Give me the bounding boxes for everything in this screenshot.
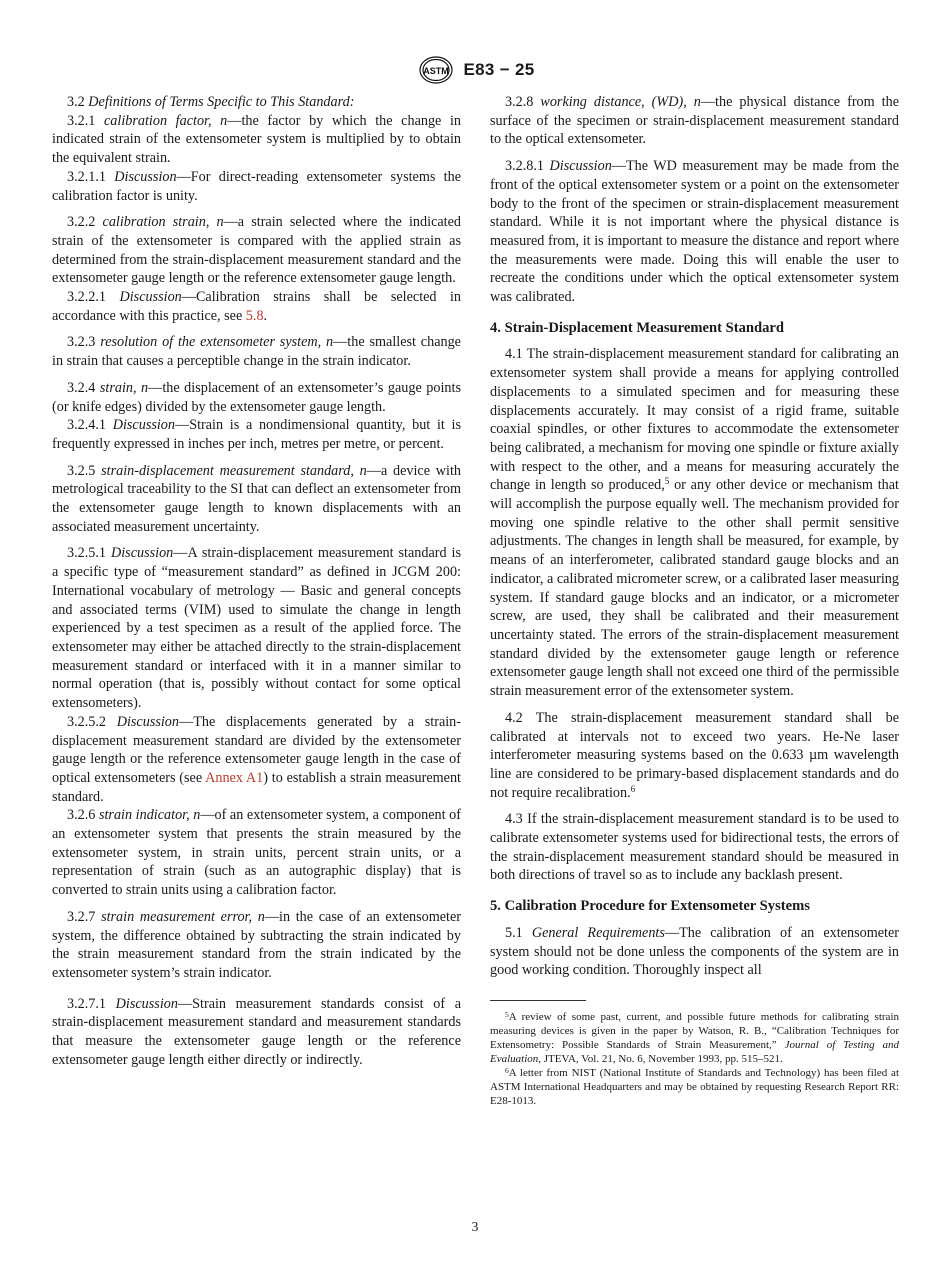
section-3-2-5-2: 3.2.5.2 Discussion—The displacements generated by a strain-displacement measurement standard are divided by the extensometer gauge length or the reference extensometer gauge length in the case of optical extensometers (see Annex A1) to establish a strain measurement standard. <box>52 713 461 805</box>
astm-logo-icon <box>416 55 456 85</box>
section-3-2-8-1: 3.2.8.1 Discussion—The WD measurement may be made from the front of the optical extensometer system or a point on the extensometer body to the front of the specimen or strain-displacement measurement standard. While it is not important where the physical distance is measured from, it is important to measure the distance and report where the measurements were made. Doing this will enable the user to recreate the conditions under which the optical extensometer system was calibrated. <box>490 158 899 306</box>
section-3-2-4: 3.2.4 strain, n—the displacement of an extensometer’s gauge points (or knife edges) divided by the extensometer gauge length. <box>52 379 461 415</box>
right-column <box>490 93 899 1108</box>
section-4-heading: 4. Strain-Displacement Measurement Standard <box>490 319 785 336</box>
footnote-ref-6[interactable]: 6 <box>630 783 636 794</box>
standard-designation: E83 − 25 <box>463 60 535 79</box>
section-3-2-5-1: 3.2.5.1 Discussion—A strain-displacement measurement standard is a specific type of “measurement standard” as defined in JCGM 200: International vocabulary of metrology — Basic and general concepts and associated terms (VIM) used to simulate the change in length experienced by a test specimen as a result of the applied force. The extensometer may either be attached directly to the strain-displacement measurement standard or interfaced with it in a manner similar to normal operation (that is, possibly without contact for some optical extensometers). <box>52 545 462 712</box>
footnote-ref-5[interactable]: 5 <box>664 476 670 487</box>
footnote-5: $^5$A review of some past, current, and possible future methods for calibrating strain measuring devices is given in the paper by Watson, R. B., “Calibration Techniques for Extensometry: Possible Standards of Strain Measurement,” Journal of Testing and Evaluation, JTEVA, Vol. 21, No. 6, November 1993, pp. 515–521. <box>490 1009 899 1065</box>
section-3-2: 3.2 Definitions of Terms Specific to This Standard: <box>67 94 355 110</box>
section-4-3: 4.3 If the strain-displacement measurement standard is to be used to calibrate extensometer systems used for bidirectional tests, the errors of the strain-displacement measurement standard should be measured in both directions of travel so as to include any backlash present. <box>490 811 899 884</box>
footnote-6: $^6$A letter from NIST (National Institute of Standards and Technology) has been filed at ASTM International Headquarters and may be obtained by requesting Research Report RR: E28-1013. <box>490 1065 899 1107</box>
section-3-2-4-1: 3.2.4.1 Discussion—Strain is a nondimensional quantity, but it is frequently expressed in inches per inch, metres per metre, or percent. <box>52 417 461 452</box>
page-number: 3 <box>471 1219 479 1234</box>
footnote-divider <box>490 1000 586 1001</box>
section-3-2-1-1: 3.2.1.1 Discussion—For direct-reading extensometer systems the calibration factor is unity. <box>52 168 462 204</box>
section-5-1: 5.1 General Requirements—The calibration of an extensometer system should not be done unless the components of the system are in good working condition. Thoroughly inspect all <box>490 924 899 979</box>
svg-text:ASTM: ASTM <box>422 66 449 76</box>
section-3-2-1: 3.2.1 calibration factor, n—the factor by which the change in indicated strain of the extensometer system is multiplied by to obtain the equivalent strain. <box>52 112 462 167</box>
page-header <box>0 55 950 85</box>
link-5-8[interactable]: 5.8 <box>245 307 264 324</box>
section-3-2-3: 3.2.3 resolution of the extensometer system, n—the smallest change in strain that causes a perceptible change in the strain indicator. <box>52 334 461 370</box>
section-4-1: 4.1 The strain-displacement measurement standard for calibrating an extensometer system shall provide a means for applying controlled displacements to a simulated specimen and for measuring these displacements accurately. It may consist of a rigid frame, suitable coaxial spindles, or other fixtures to accommodate the extensometer being calibrated, a mechanism for moving one spindle or fixture axially with respect to the other, and a means for measuring accurately the change in length so produced,$^5$ or any other device or mechanism that will accomplish the purpose equally well. The mechanism provided for moving one spindle relative to the other shall permit sensitive adjustments. The changes in length shall be measured, for example, by means of an interferometer, calibrated standard gauge blocks and an indicator, a calibrated micrometer screw, or a calibrated laser measuring system. If standard gauge blocks and an indicator, or a micrometer screw, are used, they shall be calibrated and their measurement uncertainty stated. The errors of the strain-displacement measurement standard divided by the extensometer gauge length or reference extensometer gauge length shall not exceed one third of the permissible strain measurement error of the extensometer system. <box>490 346 899 700</box>
section-3-2-7: 3.2.7 strain measurement error, n—in the case of an extensometer system, the difference obtained by subtracting the strain indicated by the strain measurement standard from the strain indicated by the extensometer system’s strain indicator. <box>52 908 462 981</box>
section-3-2-6: 3.2.6 strain indicator, n—of an extensometer system, a component of an extensometer system that presents the strain measured by the extensometer system, in strain units, percent strain units, or a representation of strain (such as an autographic display) that is converted to strain units using a calibration factor. <box>52 807 461 899</box>
section-5-heading: 5. Calibration Procedure for Extensometer Systems <box>490 898 810 915</box>
section-3-2-7-1: 3.2.7.1 Discussion—Strain measurement standards consist of a strain-displacement measurement standard and measurement standards that measure the extensometer gauge length or the reference extensometer gauge length either directly or indirectly. <box>52 995 462 1068</box>
section-3-2-2: 3.2.2 calibration strain, n—a strain selected where the indicated strain of the extensometer is compared with the applied strain as determined from the strain-displacement measurement standard and the extensometer gauge length or the reference extensometer gauge length. <box>52 214 461 287</box>
left-column <box>52 93 461 1069</box>
link-annex-a1[interactable]: Annex A1 <box>205 769 264 786</box>
section-3-2-2-1: 3.2.2.1 Discussion—Calibration strains shall be selected in accordance with this practice, see 5.8. <box>52 289 462 324</box>
section-4-2: 4.2 The strain-displacement measurement standard shall be calibrated at intervals not to exceed two years. He-Ne laser interferometer measuring systems based on the 0.633 µm wavelength line are considered to be primary-based displacement standards and do not require recalibration.$^6$ <box>490 709 899 801</box>
section-3-2-8: 3.2.8 working distance, (WD), n—the physical distance from the surface of the specimen or strain-displacement measurement standard to the optical extensometer. <box>490 94 899 148</box>
section-3-2-5: 3.2.5 strain-displacement measurement standard, n—a device with metrological traceability to the SI that can deflect an extensometer from the extensometer gauge length to known displacements with an associated measurement uncertainty. <box>52 462 461 535</box>
